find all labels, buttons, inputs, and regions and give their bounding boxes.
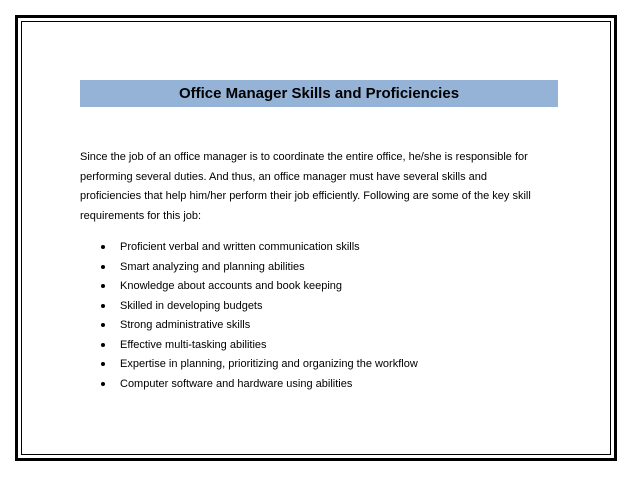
page-title: Office Manager Skills and Proficiencies [178, 85, 460, 102]
title-bar [80, 80, 558, 107]
bullet-icon [101, 245, 105, 249]
list-item [100, 336, 520, 356]
bullet-icon [101, 362, 105, 366]
skill-text: Proficient verbal and written communication skills [120, 241, 360, 253]
skill-text: Strong administrative skills [120, 319, 251, 331]
list-item [100, 297, 520, 317]
list-item [100, 316, 520, 336]
bullet-icon [101, 323, 105, 327]
skill-text: Expertise in planning, prioritizing and organizing the workflow [120, 358, 418, 370]
bullet-icon [101, 382, 105, 386]
skill-text: Smart analyzing and planning abilities [120, 260, 305, 273]
list-item [100, 258, 520, 278]
bullet-icon [101, 343, 105, 347]
intro-paragraph: Since the job of an office manager is to coordinate the entire office, he/she is responsible for performing several duties. And thus, an office manager must have several skills and proficiencies that help him/her perform their job efficiently. Following are some of the key skill requirements for this job: [80, 151, 531, 222]
skill-text: Knowledge about accounts and book keeping [120, 280, 343, 292]
bullet-icon [101, 284, 105, 288]
skill-text: Computer software and hardware using abilities [120, 377, 353, 390]
skills-list [100, 238, 520, 394]
skill-text: Effective multi-tasking abilities [120, 338, 267, 351]
bullet-icon [101, 265, 105, 269]
list-item [100, 375, 520, 395]
list-item [100, 355, 520, 375]
list-item [100, 277, 520, 297]
list-item [100, 238, 520, 258]
skill-text: Skilled in developing budgets [120, 299, 263, 312]
bullet-icon [101, 304, 105, 308]
